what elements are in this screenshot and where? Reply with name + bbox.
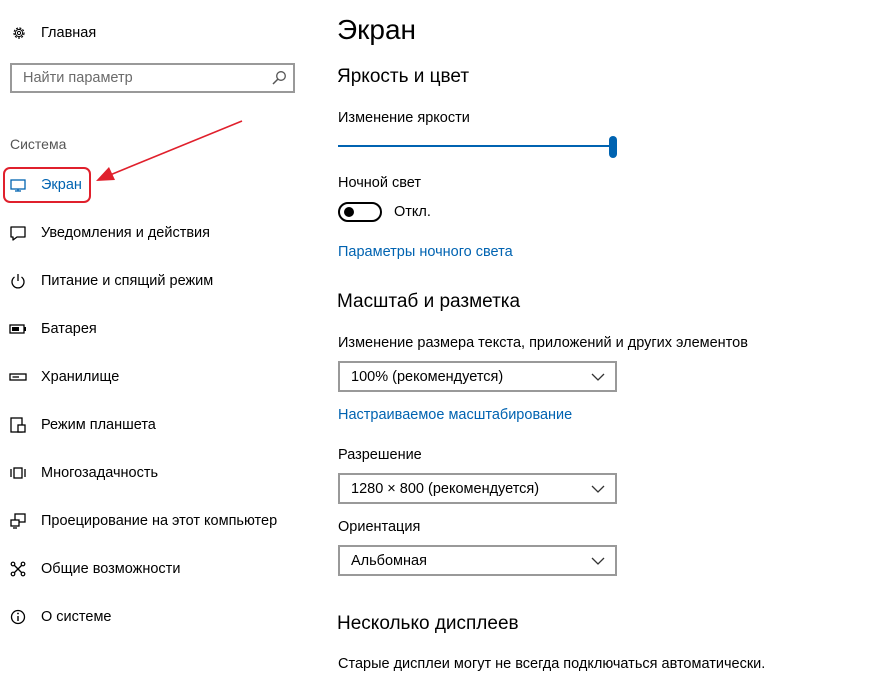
sidebar-item-label: О системе bbox=[41, 609, 112, 625]
scale-select-value: 100% (рекомендуется) bbox=[351, 368, 504, 385]
toggle-knob bbox=[344, 207, 354, 217]
sidebar-item-label: Батарея bbox=[41, 321, 97, 337]
night-light-label: Ночной свет bbox=[338, 175, 421, 191]
sidebar-item-label: Общие возможности bbox=[41, 561, 181, 577]
notification-icon bbox=[8, 223, 28, 243]
scale-size-label: Изменение размера текста, приложений и других элементов bbox=[338, 335, 748, 351]
projecting-icon bbox=[8, 511, 28, 531]
orientation-label: Ориентация bbox=[338, 519, 421, 535]
page-title: Экран bbox=[337, 14, 416, 45]
power-icon bbox=[8, 271, 28, 291]
sidebar-item-label: Экран bbox=[41, 177, 82, 193]
chevron-down-icon bbox=[591, 372, 605, 382]
resolution-select[interactable] bbox=[338, 473, 617, 504]
brightness-slider-label: Изменение яркости bbox=[338, 110, 470, 126]
scale-select[interactable] bbox=[338, 361, 617, 392]
sidebar-item-multitasking[interactable] bbox=[8, 461, 158, 485]
resolution-select-value: 1280 × 800 (рекомендуется) bbox=[351, 480, 540, 497]
battery-icon bbox=[8, 319, 28, 339]
sidebar-item-label: Питание и спящий режим bbox=[41, 273, 214, 289]
sidebar-item-tablet-mode[interactable] bbox=[8, 413, 156, 437]
orientation-select-value: Альбомная bbox=[351, 552, 427, 569]
annotation-arrow bbox=[0, 0, 310, 200]
sidebar-item-label: Многозадачность bbox=[41, 465, 159, 481]
orientation-select[interactable] bbox=[338, 545, 617, 576]
multiple-displays-description: Старые дисплеи могут не всегда подключаться автоматически. bbox=[338, 656, 766, 672]
sidebar-item-power[interactable] bbox=[8, 269, 213, 293]
chevron-down-icon bbox=[591, 484, 605, 494]
sidebar-item-notifications[interactable] bbox=[8, 221, 210, 245]
night-light-settings-link[interactable]: Параметры ночного света bbox=[338, 244, 513, 260]
home-label: Главная bbox=[41, 25, 97, 41]
scale-heading: Масштаб и разметка bbox=[337, 291, 521, 312]
slider-thumb[interactable] bbox=[609, 136, 617, 158]
sidebar-item-storage[interactable] bbox=[8, 365, 119, 389]
shared-experiences-icon bbox=[8, 559, 28, 579]
sidebar-item-label: Проецирование на этот компьютер bbox=[41, 513, 278, 529]
resolution-label: Разрешение bbox=[338, 447, 422, 463]
sidebar-item-shared-experiences[interactable] bbox=[8, 557, 180, 581]
main-content bbox=[337, 0, 877, 680]
sidebar-item-projecting[interactable] bbox=[8, 509, 277, 533]
custom-scaling-link[interactable]: Настраиваемое масштабирование bbox=[338, 407, 573, 423]
sidebar-item-battery[interactable] bbox=[8, 317, 97, 341]
tablet-icon bbox=[8, 415, 28, 435]
slider-track bbox=[338, 145, 612, 147]
sidebar-item-label: Режим планшета bbox=[41, 417, 156, 433]
multiple-displays-heading: Несколько дисплеев bbox=[337, 613, 519, 634]
info-icon bbox=[8, 607, 28, 627]
storage-icon bbox=[8, 367, 28, 387]
brightness-slider[interactable] bbox=[338, 136, 618, 158]
brightness-heading: Яркость и цвет bbox=[337, 66, 470, 87]
section-label-system: Система bbox=[10, 136, 67, 152]
night-light-state: Откл. bbox=[394, 204, 431, 220]
chevron-down-icon bbox=[591, 556, 605, 566]
night-light-toggle[interactable] bbox=[338, 202, 382, 222]
sidebar-item-label: Хранилище bbox=[41, 369, 120, 385]
multitasking-icon bbox=[8, 463, 28, 483]
sidebar-item-about[interactable] bbox=[8, 605, 111, 629]
sidebar-item-label: Уведомления и действия bbox=[41, 225, 210, 241]
